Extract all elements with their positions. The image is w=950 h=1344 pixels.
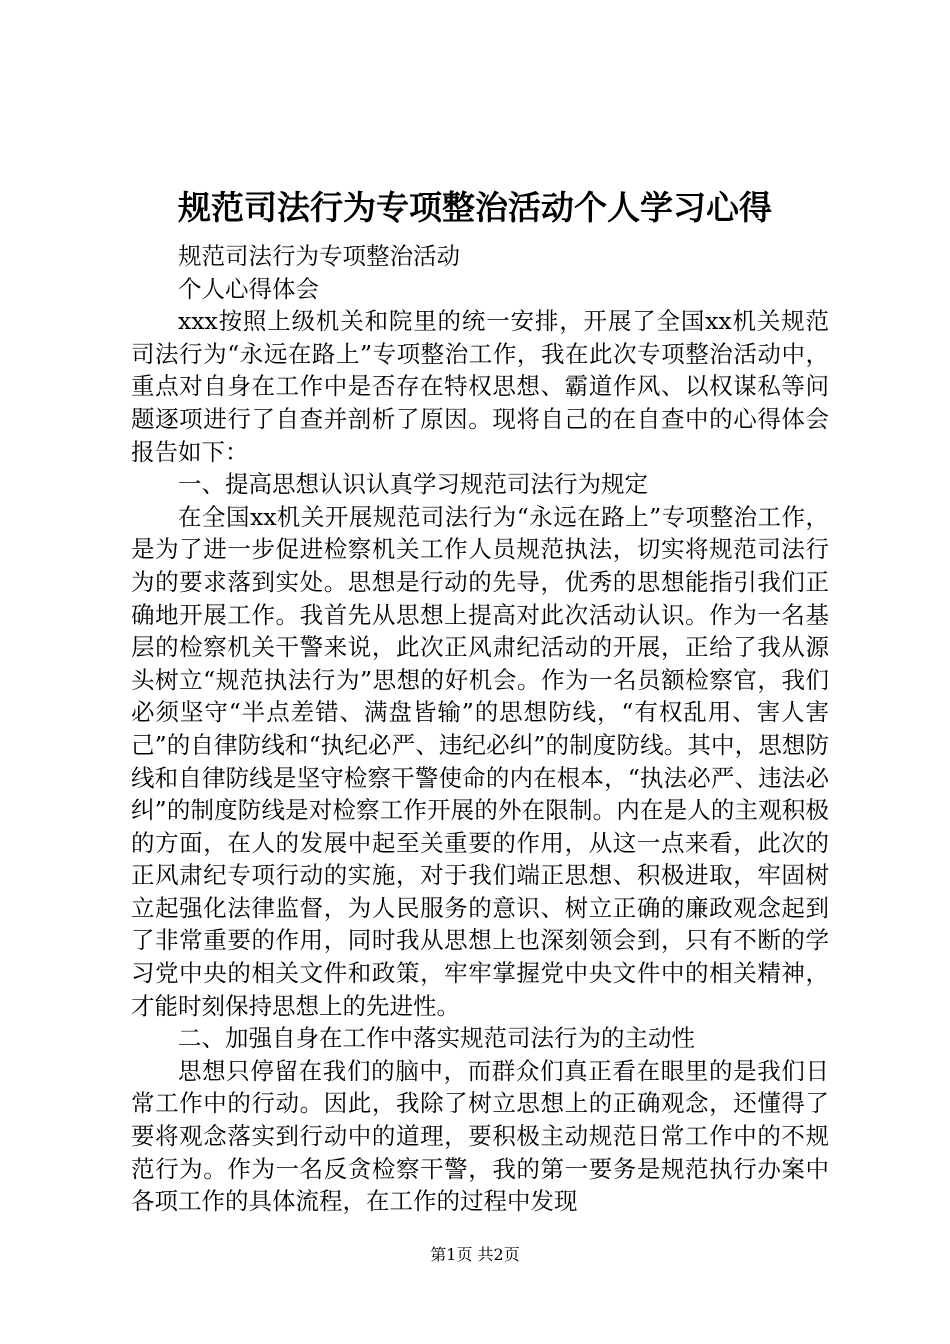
section-heading-1: 一、提高思想认识认真学习规范司法行为规定 [178,470,648,499]
subtitle-line-1: 规范司法行为专项整治活动 [178,242,460,270]
section-2-paragraph: 思想只停留在我们的脑中，而群众们真正看在眼里的是我们日常工作中的行动。因此，我除了树立思想上的正确观念，还懂得了要将观念落实到行动中的道理，要积极主动规范日常工作中的不规范行为。作为一名反贪检察干警，我的第一要务是规范执行办案中各项工作的具体流程，在工作的过程中发现 [131,1056,829,1216]
document-title: 规范司法行为专项整治活动个人学习心得 [178,188,772,227]
subtitle-line-2: 个人心得体会 [178,274,319,303]
page-number-footer: 第1页 共2页 [430,1245,520,1264]
document-body [131,240,829,1218]
section-heading-2: 二、加强自身在工作中落实规范司法行为的主动性 [178,1024,695,1053]
section-1-paragraph: 在全国xx机关开展规范司法行为“永远在路上”专项整治工作，是为了进一步促进检察机关工作人员规范执法，切实将规范司法行为的要求落到实处。思想是行动的先导，优秀的思想能指引我们正确地开展工作。我首先从思想上提高对此次活动认识。作为一名基层的检察机关干警来说，此次正风肃纪活动的开展，正给了我从源头树立“规范执法行为”思想的好机会。作为一名员额检察官，我们必须坚守“半点差错、满盘皆输”的思想防线，“有权乱用、害人害己”的自律防线和“执纪必严、违纪必纠”的制度防线。其中，思想防线和自律防线是坚守检察干警使命的内在根本，“执法必严、违法必纠”的制度防线是对检察工作开展的外在限制。内在是人的主观积极的方面，在人的发展中起至关重要的作用，从这一点来看，此次的正风肃纪专项行动的实施，对于我们端正思想、积极进取，牢固树立起强化法律监督，为人民服务的意识、树立正确的廉政观念起到了非常重要的作用，同时我从思想上也深刻领会到，只有不断的学习党中央的相关文件和政策，牢牢掌握党中央文件中的相关精神，才能时刻保持思想上的先进性。 [131,502,829,1020]
intro-paragraph: xxx按照上级机关和院里的统一安排，开展了全国xx机关规范司法行为“永远在路上”专项整治工作，我在此次专项整治活动中，重点对自身在工作中是否存在特权思想、霸道作风、以权谋私等问题逐项进行了自查并剖析了原因。现将自己的在自查中的心得体会报告如下： [131,307,829,466]
